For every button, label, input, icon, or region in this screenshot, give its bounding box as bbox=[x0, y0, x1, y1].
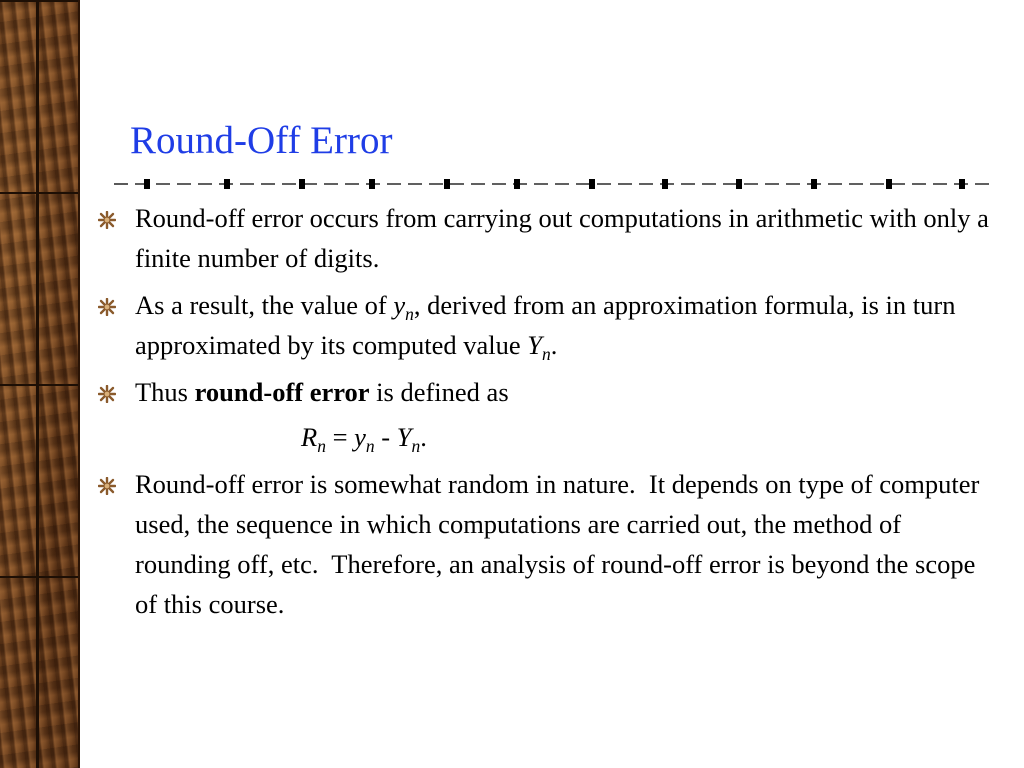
bullet-text bbox=[135, 285, 998, 365]
asterisk-star-icon bbox=[98, 298, 116, 316]
formula-y: y bbox=[354, 422, 366, 452]
formula-Y: Y bbox=[396, 422, 412, 452]
variable-Y: Y bbox=[527, 330, 542, 360]
subscript-n: n bbox=[405, 304, 414, 324]
bullet-text bbox=[135, 372, 998, 412]
bullet-item bbox=[98, 464, 998, 624]
formula-sub: n bbox=[317, 436, 326, 456]
formula-end: . bbox=[420, 422, 427, 452]
bullet-text-part: Round-off error is somewhat random in nature. It depends on type of computer used, the sequence in which computations are carried out, the method of rounding off, etc. Therefore, an analysis of round-off error is beyond the scope of this course. bbox=[135, 469, 986, 619]
asterisk-star-icon bbox=[98, 211, 116, 229]
bullet-item bbox=[98, 198, 998, 278]
bullet-text-part: Thus bbox=[135, 377, 195, 407]
bullet-text-part: As a result, the value of bbox=[135, 290, 394, 320]
bold-term: round-off error bbox=[194, 377, 370, 407]
bullet-text-part: is defined as bbox=[369, 377, 509, 407]
slide-content bbox=[98, 198, 998, 631]
bullet-item bbox=[98, 372, 998, 412]
variable-y: y bbox=[393, 290, 406, 320]
formula-R: R bbox=[301, 422, 318, 452]
asterisk-star-icon bbox=[98, 477, 116, 495]
formula-eq: = bbox=[325, 422, 355, 452]
bullet-text-part: . bbox=[550, 330, 558, 360]
formula-minus: - bbox=[374, 422, 397, 452]
wood-sidebar-decoration bbox=[0, 0, 80, 768]
bullet-text bbox=[135, 464, 998, 624]
formula bbox=[98, 417, 998, 457]
formula-sub: n bbox=[411, 436, 421, 456]
formula-sub: n bbox=[365, 436, 375, 456]
title-divider bbox=[114, 176, 994, 192]
bullet-item bbox=[98, 285, 998, 365]
bullet-text-part: , derived from an approximation formula, is in turn approximated by its computed value bbox=[135, 290, 963, 360]
asterisk-star-icon bbox=[98, 385, 116, 403]
subscript-n: n bbox=[542, 344, 551, 364]
slide-title: Round-Off Error bbox=[130, 119, 393, 162]
bullet-text: Round-off error occurs from carrying out computations in arithmetic with only a finite number of digits. bbox=[135, 203, 989, 273]
